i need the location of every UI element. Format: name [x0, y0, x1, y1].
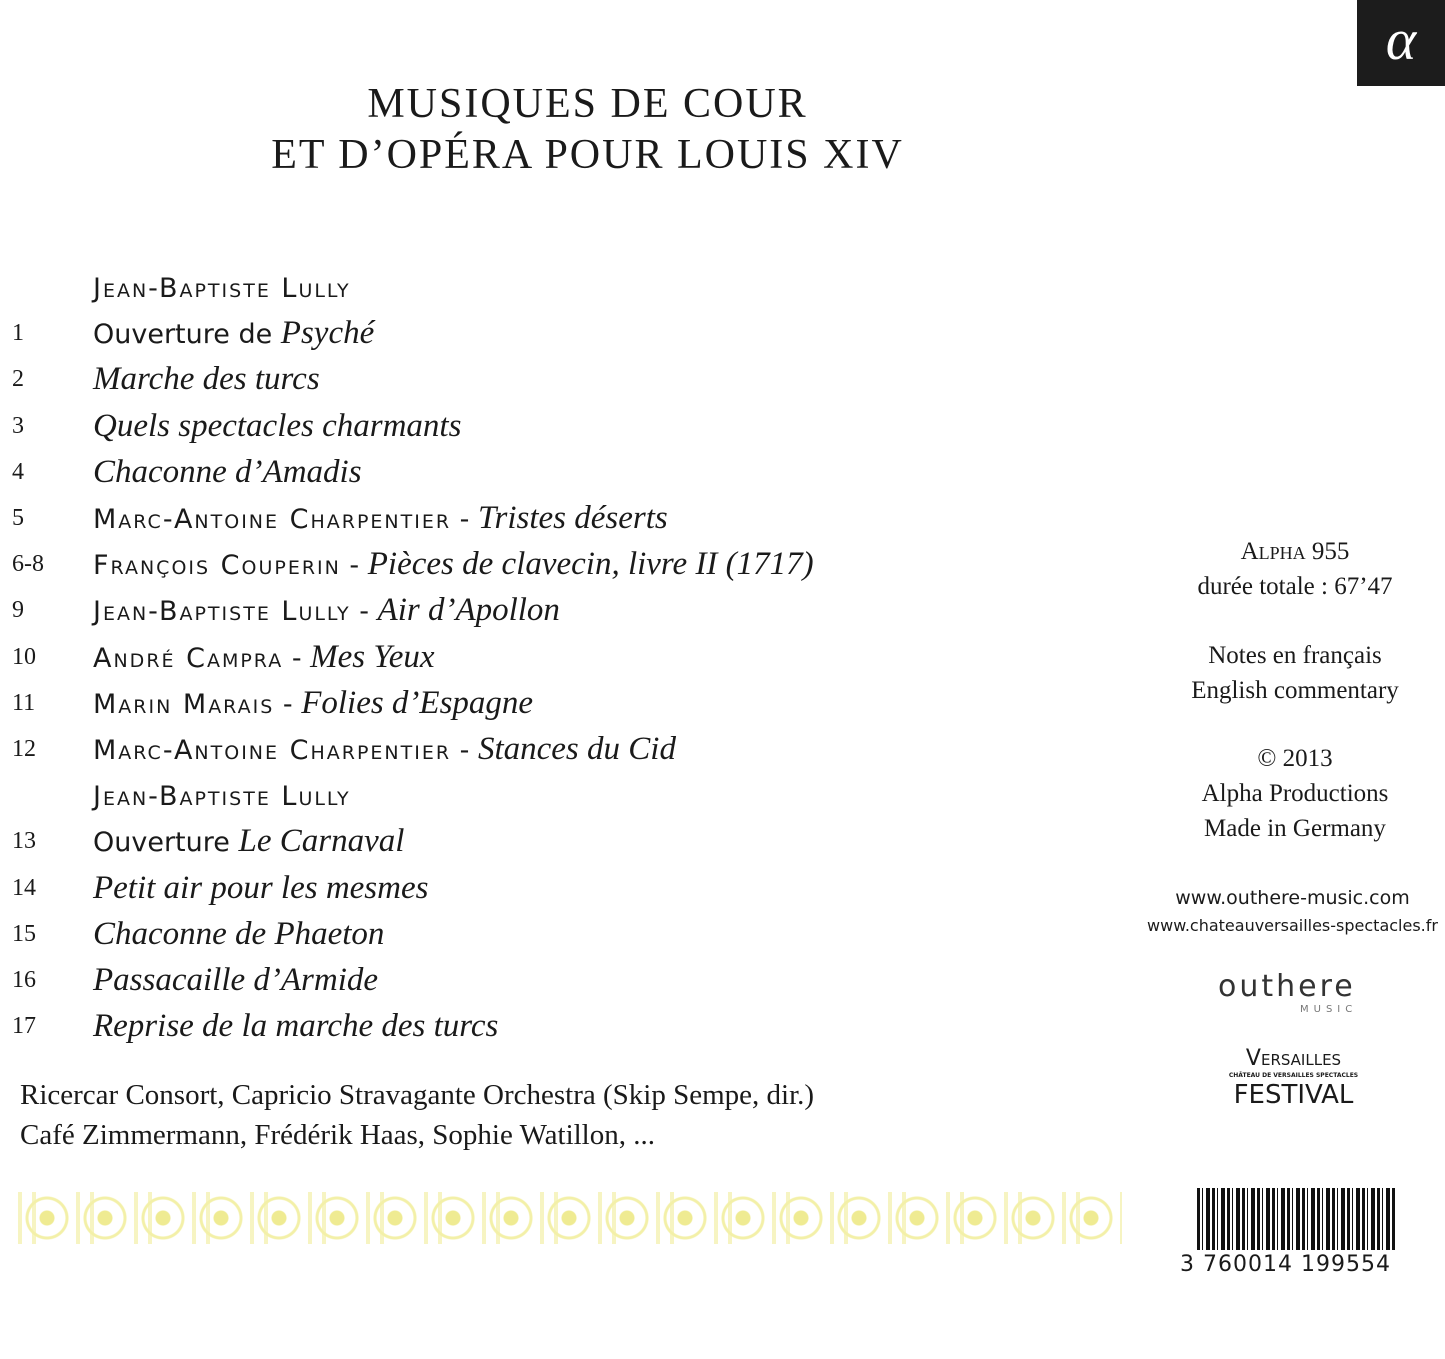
outhere-logo-sub: MUSIC — [1300, 1004, 1358, 1015]
track-row — [0, 818, 1140, 864]
track-text — [93, 772, 351, 820]
track-number: 1 — [12, 320, 24, 347]
outhere-logo-text: outhere — [1218, 969, 1356, 1004]
album-title-line-2: ET D’OPÉRA POUR LOUIS XIV — [271, 132, 904, 178]
track-title: Passacaille d’Armide — [93, 962, 379, 998]
track-composer: Marin Marais — [93, 688, 275, 720]
barcode — [1197, 1188, 1397, 1250]
track-title: Mes Yeux — [310, 638, 435, 675]
track-title: Psyché — [280, 315, 375, 352]
track-row — [0, 541, 1140, 587]
track-separator: - — [283, 642, 311, 674]
track-row — [0, 772, 1140, 818]
track-text — [93, 680, 533, 728]
track-text — [93, 587, 560, 635]
track-prefix: Ouverture de — [93, 319, 281, 351]
track-composer: Jean-Baptiste Lully — [93, 273, 351, 304]
catalog-number: Alpha 955 — [1240, 538, 1350, 565]
track-composer: André Campra — [93, 642, 284, 674]
track-row — [0, 634, 1140, 680]
track-title: Marche des turcs — [93, 361, 320, 398]
track-separator: - — [274, 688, 302, 720]
track-row — [0, 403, 1140, 449]
track-composer: Marc-Antoine Charpentier — [93, 504, 452, 535]
track-title: Le Carnaval — [238, 823, 405, 860]
alpha-logo: α — [1357, 0, 1445, 86]
track-title: Reprise de la marche des turcs — [93, 1008, 499, 1045]
producer: Alpha Productions — [1201, 780, 1389, 807]
track-row — [0, 911, 1140, 957]
track-number: 3 — [12, 412, 24, 439]
track-text — [93, 726, 676, 774]
track-number: 12 — [12, 736, 36, 762]
track-composer: Jean-Baptiste Lully — [93, 596, 351, 628]
track-row — [0, 680, 1140, 726]
made-in: Made in Germany — [1204, 815, 1386, 842]
versailles-logo-text: Versailles — [1245, 1046, 1342, 1071]
outhere-logo — [1218, 970, 1357, 1016]
track-number: 5 — [12, 505, 24, 531]
website-versailles[interactable]: www.chateauversailles-spectacles.fr — [1147, 916, 1438, 935]
performers-line-2: Café Zimmermann, Frédérik Haas, Sophie Watillon, ... — [20, 1119, 655, 1151]
track-title: Stances du Cid — [477, 731, 676, 767]
track-number: 17 — [12, 1013, 36, 1040]
track-text — [93, 356, 320, 404]
track-title: Petit air pour les mesmes — [93, 869, 429, 906]
track-number: 10 — [12, 643, 36, 670]
track-composer: François Couperin — [93, 550, 341, 582]
track-text — [93, 264, 351, 312]
track-number: 11 — [12, 689, 36, 716]
track-number: 9 — [12, 597, 24, 624]
track-row — [0, 1003, 1140, 1049]
copyright: © 2013 — [1257, 745, 1333, 772]
track-row — [0, 726, 1140, 772]
track-row — [0, 957, 1140, 1003]
track-row — [0, 310, 1140, 356]
track-text — [93, 818, 404, 866]
track-title: Air d’Apollon — [377, 592, 560, 629]
track-separator: - — [451, 504, 478, 535]
track-text — [93, 541, 814, 589]
track-separator: - — [451, 735, 478, 766]
festival-logo-text: FESTIVAL — [1233, 1080, 1354, 1110]
notes-fr: Notes en français — [1208, 642, 1382, 669]
notes-en: English commentary — [1191, 677, 1399, 704]
ornamental-band-flowers — [18, 1192, 1122, 1244]
track-row — [0, 264, 1140, 310]
website-outhere[interactable]: www.outhere-music.com — [1175, 887, 1410, 909]
performers-line-1: Ricercar Consort, Capricio Stravagante Orchestra (Skip Sempe, dir.) — [20, 1079, 815, 1111]
track-row — [0, 865, 1140, 911]
track-row — [0, 356, 1140, 402]
track-text — [93, 634, 435, 682]
track-title: Tristes déserts — [477, 500, 668, 536]
track-text — [93, 957, 378, 1005]
track-text — [93, 911, 384, 959]
track-text — [93, 865, 428, 913]
track-number: 16 — [12, 967, 36, 993]
total-duration: durée totale : 67’47 — [1197, 573, 1393, 600]
track-text — [93, 310, 374, 358]
track-composer: Jean-Baptiste Lully — [93, 781, 351, 813]
track-number: 15 — [12, 920, 36, 947]
track-separator: - — [350, 596, 378, 628]
track-text — [93, 449, 362, 497]
track-text — [93, 495, 668, 543]
track-text — [93, 403, 461, 451]
track-number: 6-8 — [12, 551, 44, 578]
track-title: Quels spectacles charmants — [93, 407, 462, 444]
track-title: Chaconne d’Amadis — [93, 453, 362, 490]
track-row — [0, 495, 1140, 541]
track-row — [0, 449, 1140, 495]
track-composer: Marc-Antoine Charpentier — [93, 735, 452, 766]
barcode-number: 3 760014 199554 — [1180, 1252, 1391, 1277]
track-title: Folies d’Espagne — [301, 684, 534, 721]
track-number: 13 — [12, 828, 36, 855]
album-title-line-1: MUSIQUES DE COUR — [367, 81, 808, 127]
versailles-logo-sub: CHÂTEAU DE VERSAILLES SPECTACLES — [1228, 1072, 1359, 1079]
track-title: Pièces de clavecin, livre II (1717) — [367, 546, 814, 583]
track-prefix: Ouverture — [93, 827, 239, 859]
track-row — [0, 587, 1140, 633]
versailles-festival-logo — [1211, 1046, 1376, 1110]
track-separator: - — [340, 550, 368, 582]
track-title: Chaconne de Phaeton — [93, 915, 385, 952]
track-text — [93, 1003, 498, 1051]
track-number: 4 — [12, 458, 24, 485]
track-number: 14 — [12, 874, 36, 901]
track-number: 2 — [12, 366, 24, 393]
